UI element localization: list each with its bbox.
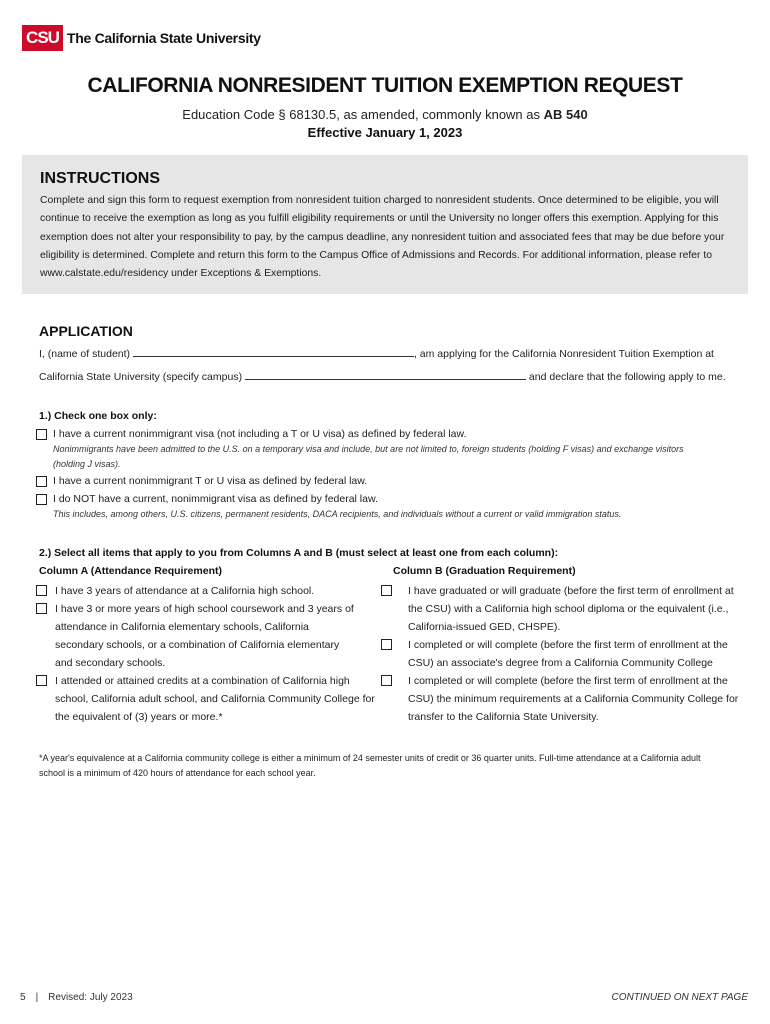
col-b-item1-checkbox[interactable]: [381, 585, 392, 596]
column-a-heading: Column A (Attendance Requirement): [39, 565, 222, 577]
column-b-heading: Column B (Graduation Requirement): [393, 565, 576, 577]
education-code-subtitle: [0, 107, 770, 122]
q1-option2-label: I have a current nonimmigrant T or U visa as defined by federal law.: [53, 475, 368, 487]
q1-option2-checkbox[interactable]: [36, 476, 47, 487]
revised-date: Revised: July 2023: [48, 992, 133, 1003]
col-b-item3-checkbox[interactable]: [381, 675, 392, 686]
campus-row: [39, 370, 726, 383]
col-b-item1-label: I have graduated or will graduate (before the first term of enrollment at the CSU) with a California high school diploma or the equivalent (i.e., California-issued GED, CHSPE).: [408, 585, 734, 634]
page-number: 5: [20, 992, 26, 1003]
student-name-label: I, (name of student): [39, 348, 131, 360]
col-a-item3-label: I attended or attained credits at a combination of California high school, California adult school, and California Community College for the equivalent of (3) years or more.*: [55, 675, 375, 724]
question1-heading: 1.) Check one box only:: [39, 410, 157, 422]
subtitle-bold: AB 540: [543, 107, 588, 122]
q1-option3-note: This includes, among others, U.S. citizens, permanent residents, DACA recipients, and individuals without a current or valid immigration status.: [53, 509, 622, 519]
q1-option3-checkbox[interactable]: [36, 494, 47, 505]
col-a-item1-checkbox[interactable]: [36, 585, 47, 596]
col-a-item3-checkbox[interactable]: [36, 675, 47, 686]
student-name-suffix: , am applying for the California Nonresident Tuition Exemption at: [413, 348, 714, 360]
continued-note: CONTINUED ON NEXT PAGE: [611, 992, 748, 1003]
col-b-item2-checkbox[interactable]: [381, 639, 392, 650]
campus-label: California State University (specify campus): [39, 371, 243, 383]
q1-option1-checkbox[interactable]: [36, 429, 47, 440]
effective-date: Effective January 1, 2023: [307, 125, 463, 140]
csu-logo: [22, 25, 261, 51]
question2-heading: 2.) Select all items that apply to you from Columns A and B (must select at least one from each column):: [39, 547, 559, 559]
page-title: CALIFORNIA NONRESIDENT TUITION EXEMPTION REQUEST: [87, 74, 683, 97]
footer-left: [20, 992, 133, 1003]
footer-separator: |: [35, 992, 39, 1003]
footnote: *A year's equivalence at a California community college is either a minimum of 24 semester units of credit or 36 quarter units. Full-time attendance at a California adult school is a minimum of 420 hours of attendance for each school year.: [39, 753, 701, 778]
campus-field[interactable]: [245, 370, 526, 380]
application-heading: APPLICATION: [39, 323, 133, 339]
instructions-box: [22, 155, 748, 294]
subtitle-prefix: Education Code § 68130.5, as amended, commonly known as: [182, 107, 544, 122]
instructions-body: Complete and sign this form to request exemption from nonresident tuition charged to nonresident students. Once determined to be eligible, you will continue to receive the exemption as long as you fulfill eligibility requirements or until the University no longer offers this exemption. Applying for this exemption does not alter your responsibility to pay, by the campus deadline, any nonresident tuition and associated fees that may be due before your eligibility is determined. Complete and return this form to the Campus Office of Admissions and Records. For additional information, please refer to www.calstate.edu/residency under Exceptions & Exemptions.: [40, 195, 725, 280]
csu-logo-text: The California State University: [67, 30, 261, 46]
q1-option1-note: Nonimmigrants have been admitted to the U.S. on a temporary visa and include, but are not limited to, foreign students (holding F visas) and exchange visitors (holding J visas).: [53, 444, 684, 469]
q1-option3-label: I do NOT have a current, nonimmigrant visa as defined by federal law.: [53, 493, 378, 505]
col-a-item1-label: I have 3 years of attendance at a California high school.: [55, 585, 315, 597]
q1-option1-label: I have a current nonimmigrant visa (not including a T or U visa) as defined by federal law.: [53, 428, 467, 440]
col-a-item2-label: I have 3 or more years of high school coursework and 3 years of attendance in California elementary schools, California secondary schools, or a combination of California elementary and secondary schools.: [55, 603, 354, 670]
col-b-item3-label: I completed or will complete (before the first term of enrollment at the CSU) the minimum requirements at a California Community College for transfer to the California State University.: [408, 675, 739, 724]
campus-suffix: and declare that the following apply to me.: [528, 371, 726, 383]
instructions-heading: INSTRUCTIONS: [40, 170, 160, 187]
csu-logo-mark: CSU: [22, 25, 63, 51]
student-name-row: [39, 347, 714, 360]
col-a-item2-checkbox[interactable]: [36, 603, 47, 614]
student-name-field[interactable]: [133, 347, 414, 357]
col-b-item2-label: I completed or will complete (before the first term of enrollment at the CSU) an associate's degree from a California Community College: [408, 639, 728, 670]
